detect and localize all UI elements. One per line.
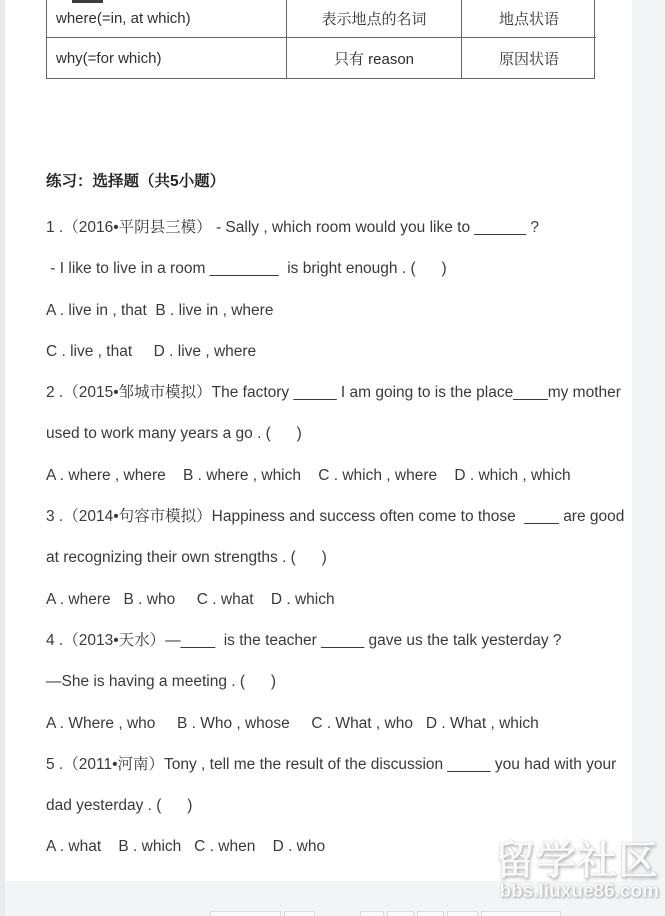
question-1-options-cd: C . live , that D . live , where — [46, 342, 257, 360]
question-5-options: A . what B . which C . when D . who — [46, 838, 326, 856]
question-5-line-2: dad yesterday . ( ) — [46, 797, 193, 815]
relative-adverb-table — [46, 0, 595, 79]
question-4-options: A . Where , who B . Who , whose C . What , who D . What , which — [46, 714, 539, 732]
cut-off-button[interactable] — [210, 911, 281, 916]
table-row — [47, 0, 594, 37]
question-3-line-2: at recognizing their own strengths . ( ) — [46, 549, 327, 567]
table-cell-adverb: why(=for which) — [47, 37, 286, 78]
question-2-options: A . where , where B . where , which C . which , where D . which , which — [46, 466, 571, 484]
table-cell-antecedent: 表示地点的名词 — [286, 0, 461, 37]
watermark-url: bbs.liuxue86.com — [499, 881, 659, 902]
question-3-options: A . where B . who C . what D . which — [46, 590, 335, 608]
cut-off-button[interactable] — [417, 911, 444, 916]
question-1-line-2: - I like to live in a room ________ is bright enough . ( ) — [46, 260, 447, 278]
question-1-options-ab: A . live in , that B . live in , where — [46, 301, 274, 319]
cut-off-button[interactable] — [481, 911, 561, 916]
cut-off-button[interactable] — [360, 911, 384, 916]
question-2-line-2: used to work many years a go . ( ) — [46, 425, 302, 443]
cut-off-button[interactable] — [387, 911, 414, 916]
question-4-line-1: 4 .（2013•天水）—____ is the teacher _____ gave us the talk yesterday ? — [46, 631, 562, 649]
question-2-line-1: 2 .（2015•邹城市模拟）The factory _____ I am going to is the place____my mother — [46, 384, 621, 402]
exercise-body — [46, 207, 624, 868]
table-cell-adverb: where(=in, at which) — [56, 10, 191, 27]
table-row — [47, 37, 594, 78]
table-cell-antecedent: 只有 reason — [286, 37, 461, 78]
question-3-line-1: 3 .（2014•句容市模拟）Happiness and success often come to those ____ are good — [46, 508, 625, 526]
question-4-line-2: —She is having a meeting . ( ) — [46, 673, 277, 691]
table-cell-function: 原因状语 — [461, 37, 596, 78]
question-5-line-1: 5 .（2011•河南）Tony , tell me the result of the discussion _____ you had with your — [46, 755, 617, 773]
watermark-logo-text: 留学社区 — [495, 839, 659, 883]
exercise-heading: 练习：选择题（共5小题） — [46, 173, 226, 190]
table-cell-function: 地点状语 — [461, 0, 596, 37]
cut-off-button[interactable] — [284, 911, 315, 916]
cut-off-button[interactable] — [447, 911, 478, 916]
question-1-line-1: 1 .（2016•平阴县三模） - Sally , which room would you like to ______ ? — [46, 219, 540, 236]
document-sheet — [5, 0, 632, 881]
